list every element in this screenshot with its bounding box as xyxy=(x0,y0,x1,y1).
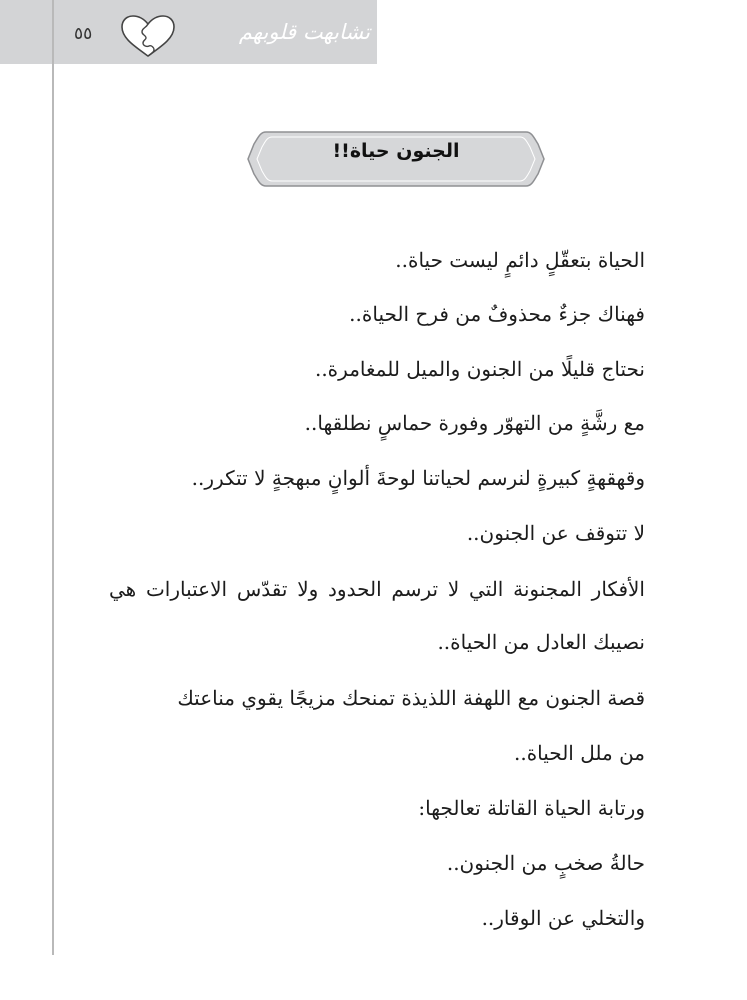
text-line: الأفكار المجنونة التي لا ترسم الحدود ولا تقدّس الاعتبارات هي xyxy=(109,577,645,601)
text-line: نحتاج قليلًا من الجنون والميل للمغامرة.. xyxy=(314,357,645,381)
text-line: لا تتوقف عن الجنون.. xyxy=(466,521,645,545)
text-line: والتخلي عن الوقار.. xyxy=(481,906,645,930)
text-line: حالةُ صخبٍ من الجنون.. xyxy=(446,851,645,875)
text-line: مع رشَّةٍ من التهوّر وفورة حماسٍ نطلقها.. xyxy=(304,411,645,435)
text-line: ورتابة الحياة القاتلة تعالجها: xyxy=(418,796,645,820)
running-title: تشابهت قلوبهم xyxy=(238,20,370,44)
chapter-title: الجنون حياة!! xyxy=(332,140,460,162)
text-line: نصيبك العادل من الحياة.. xyxy=(437,630,645,654)
margin-rule xyxy=(52,0,54,955)
text-line: الحياة بتعقّلٍ دائمٍ ليست حياة.. xyxy=(395,248,645,272)
text-line: وقهقهةٍ كبيرةٍ لنرسم لحياتنا لوحةَ ألوانٍ مبهجةٍ لا تتكرر.. xyxy=(191,466,645,490)
running-header xyxy=(0,0,377,64)
text-line: فهناك جزءٌ محذوفٌ من فرح الحياة.. xyxy=(349,302,645,326)
puzzle-heart-icon xyxy=(116,12,180,60)
page-number: ٥٥ xyxy=(74,24,93,44)
text-line: من ملل الحياة.. xyxy=(513,741,645,765)
text-line: قصة الجنون مع اللهفة اللذيذة تمنحك مزيجًا يقوي مناعتك xyxy=(177,686,645,710)
